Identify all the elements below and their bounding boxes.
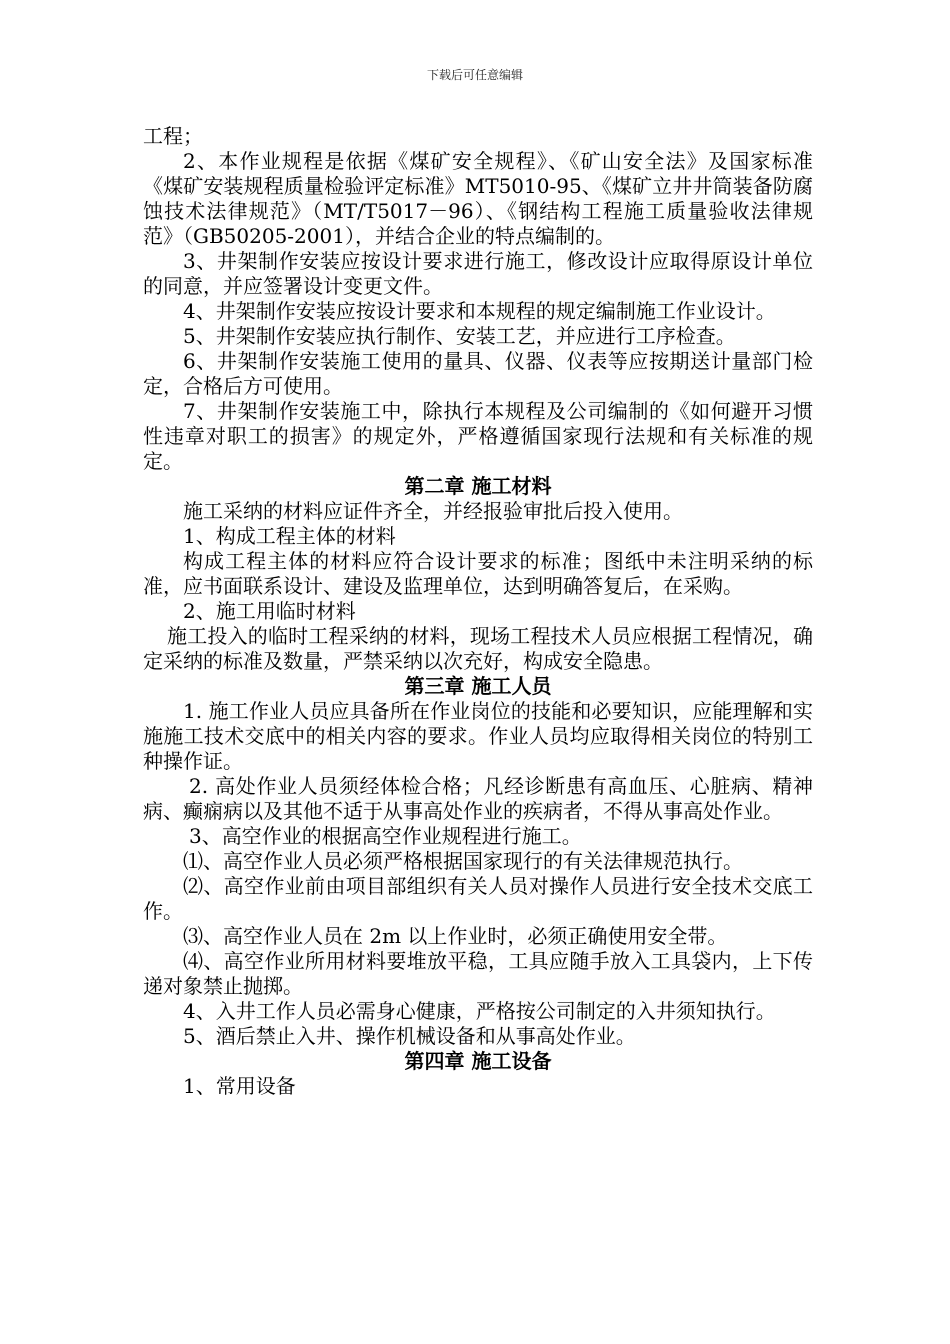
paragraph: 5、井架制作安装应执行制作、安装工艺，并应进行工序检查。 [183,324,736,348]
paragraph: 3、高空作业的根据高空作业规程进行施工。 [189,824,582,848]
chapter-heading: 第四章 施工设备 [404,1049,552,1073]
paragraph: 施工投入的临时工程采纳的材料，现场工程技术人员应根据工程情况，确定采纳的标准及数量，严禁采纳以次充好，构成安全隐患。 [143,624,813,673]
chapter-heading: 第三章 施工人员 [404,674,552,698]
paragraph: 4、入井工作人员必需身心健康，严格按公司制定的入井须知执行。 [183,999,776,1023]
paragraph: 3、井架制作安装应按设计要求进行施工，修改设计应取得原设计单位的同意，并应签署设计变更文件。 [143,249,813,298]
paragraph: 1. 施工作业人员应具备所在作业岗位的技能和必要知识，应能理解和实施施工技术交底中的相关内容的要求。作业人员均应取得相关岗位的特别工种操作证。 [143,699,813,773]
paragraph: 5、酒后禁止入井、操作机械设备和从事高处作业。 [183,1024,636,1048]
body-text [143,124,813,1099]
paragraph: ⑵、高空作业前由项目部组织有关人员对操作人员进行安全技术交底工作。 [143,874,813,923]
paragraph: ⑷、高空作业所用材料要堆放平稳，工具应随手放入工具袋内，上下传递对象禁止抛掷。 [143,949,813,998]
paragraph: 构成工程主体的材料应符合设计要求的标准；图纸中未注明采纳的标准，应书面联系设计、建设及监理单位，达到明确答复后，在采购。 [143,549,813,598]
paragraph: ⑶、高空作业人员在 2m 以上作业时，必须正确使用安全带。 [183,924,728,948]
paragraph: 1、常用设备 [183,1074,296,1098]
paragraph: 1、构成工程主体的材料 [183,524,396,548]
paragraph: 2、施工用临时材料 [183,599,356,623]
chapter-heading: 第二章 施工材料 [404,474,552,498]
paragraph: 4、井架制作安装应按设计要求和本规程的规定编制施工作业设计。 [183,299,776,323]
paragraph: 6、井架制作安装施工使用的量具、仪器、仪表等应按期送计量部门检定，合格后方可使用。 [143,349,813,398]
paragraph: 2. 高处作业人员须经体检合格；凡经诊断患有高血压、心脏病、精神病、癫痫病以及其他不适于从事高处作业的疾病者，不得从事高处作业。 [143,774,813,823]
page-header: 下载后可任意编辑 [426,68,523,82]
paragraph: ⑴、高空作业人员必须严格根据国家现行的有关法律规范执行。 [183,849,743,873]
paragraph: 工程； [143,124,203,148]
paragraph: 7、井架制作安装施工中，除执行本规程及公司编制的《如何避开习惯性违章对职工的损害》的规定外，严格遵循国家现行法规和有关标准的规定。 [143,399,813,473]
paragraph: 2、本作业规程是依据《煤矿安全规程》、《矿山安全法》及国家标准《煤矿安装规程质量检验评定标准》MT5010-95、《煤矿立井井筒装备防腐蚀技术法律规范》（MT/T5017－96）、《钢结构工程施工质量验收法律规范》（GB50205-2001），并结合企业的特点编制的。 [143,149,813,248]
paragraph: 施工采纳的材料应证件齐全，并经报验审批后投入使用。 [183,499,683,523]
